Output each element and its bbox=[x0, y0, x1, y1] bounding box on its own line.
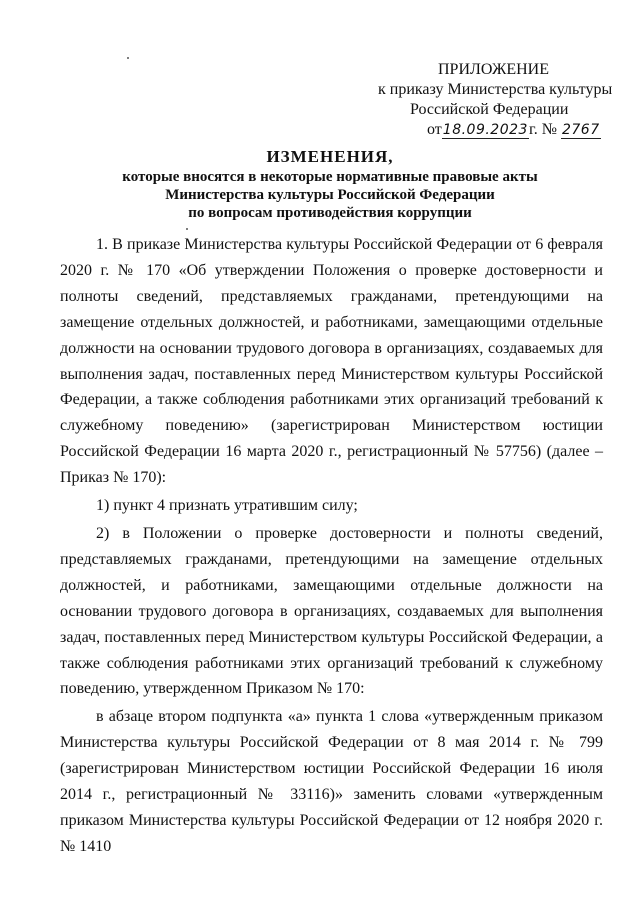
scan-speck bbox=[186, 228, 188, 230]
appendix-block bbox=[370, 60, 613, 140]
appendix-date-line bbox=[370, 120, 610, 140]
paragraph-3: 2) в Положении о проверке достоверности и полноты сведений, представляемых гражданами, претендующими на замещение отдельных должностей, и работниками, замещающими отдельные должности на основании трудового договора в организациях, создаваемых для выполнения задач, поставленных перед Министерством культуры Российской Федерации, а также соблюдения работниками этих организаций требований к служебному поведению, утвержденном Приказом № 170: bbox=[60, 524, 603, 698]
scan-speck bbox=[127, 57, 129, 59]
paragraph-2: 1) пункт 4 признать утратившим силу; bbox=[96, 497, 358, 515]
handwritten-number: 2767 bbox=[561, 122, 600, 138]
appendix-line-order: к приказу Министерства культуры bbox=[378, 81, 613, 98]
paragraph-1: 1. В приказе Министерства культуры Российской Федерации от 6 февраля 2020 г. № 170 «Об утверждении Положения о проверке достоверности и полноты сведений, представляемых гражданами, претендующими на замещение отдельных должностей, и работниками, замещающими отдельные должности на основании трудового договора в организациях, создаваемых для выполнения задач, поставленных перед Министерством культуры Российской Федерации, а также соблюдения работниками этих организаций требований к служебному поведению» (зарегистрирован Министерством юстиции Российской Федерации 16 марта 2020 г., регистрационный № 57756) (далее – Приказ № 170): bbox=[60, 236, 603, 487]
title-subtitle-1: которые вносятся в некоторые нормативные правовые акты bbox=[122, 169, 538, 185]
appendix-heading: ПРИЛОЖЕНИЕ bbox=[438, 61, 550, 78]
appendix-date-prefix: от bbox=[427, 121, 442, 138]
document-title bbox=[60, 146, 600, 222]
document-body bbox=[60, 232, 603, 860]
title-main: ИЗМЕНЕНИЯ, bbox=[266, 147, 394, 166]
title-subtitle-2: Министерства культуры Российской Федерации bbox=[165, 187, 495, 203]
title-subtitle-3: по вопросам противодействия коррупции bbox=[188, 205, 472, 221]
appendix-line-federation: Российской Федерации bbox=[410, 101, 569, 118]
appendix-number-prefix: г. № bbox=[528, 121, 557, 138]
handwritten-date: 18.09.2023 bbox=[442, 122, 528, 138]
paragraph-4: в абзаце втором подпункта «а» пункта 1 слова «утвержденным приказом Министерства культуры Российской Федерации от 8 мая 2014 г. № 799 (зарегистрирован Министерством юстиции Российской Федерации 16 июля 2014 г., регистрационный № 33116)» заменить словами «утвержденным приказом Министерства культуры Российской Федерации от 12 ноября 2020 г. № 1410 bbox=[60, 708, 603, 855]
